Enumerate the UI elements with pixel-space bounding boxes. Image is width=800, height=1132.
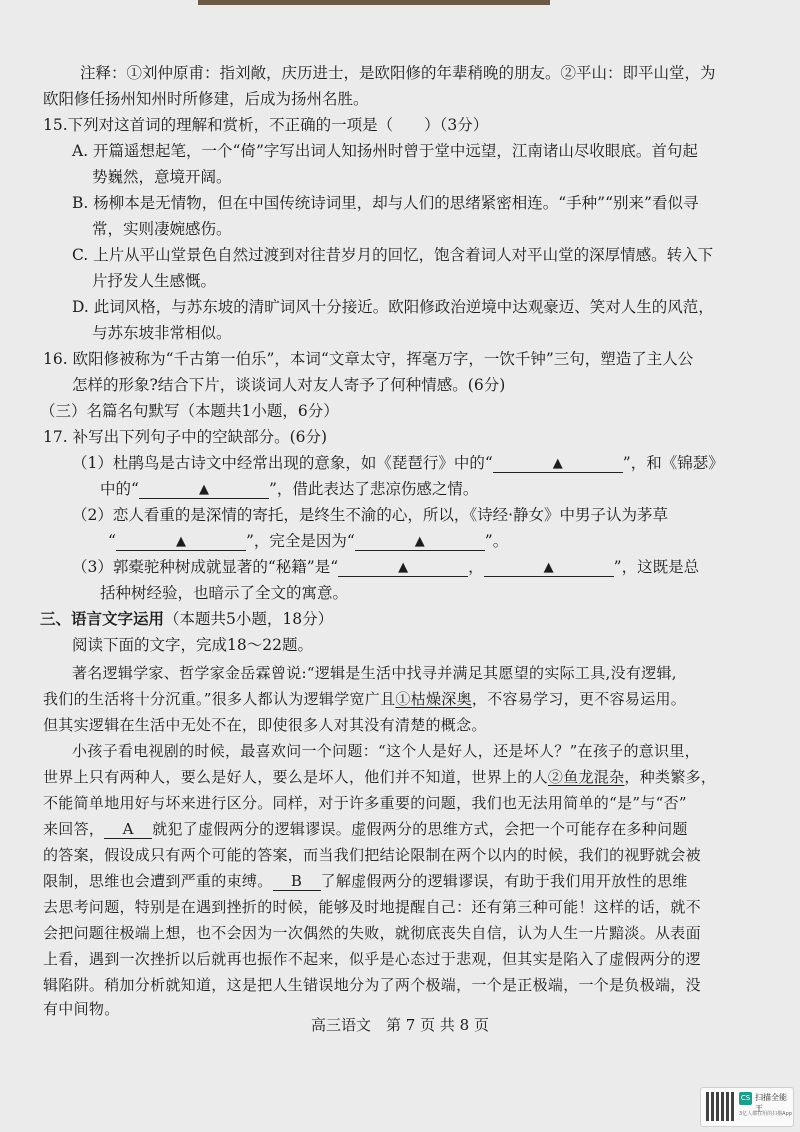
part-3-title: 三、语言文字运用 [40,609,165,628]
passage-line-8: 的答案，假设成只有两个可能的答案，而当我们把结论限制在两个以内的时候，我们的视野就会被 [43,846,701,864]
question-16-line-2: 怎样的形象?结合下片，谈谈词人对友人寄予了何种情感。(6分) [72,376,506,394]
question-15-stem: 15.下列对这首词的理解和赏析，不正确的一项是（ ）（3分） [43,116,489,134]
passage-line-9 [43,870,688,892]
question-16-line-1: 16. 欧阳修被称为“千古第一伯乐”，本词“文章太守，挥毫万字，一饮千钟”三句，塑造了主人公 [43,350,694,368]
q17-item-2-line-2 [108,530,508,552]
q17-item-1-text-b: ”，和《锦瑟》 [622,454,724,472]
answer-blank[interactable] [493,454,623,473]
q17-item-2-text-b: “ [108,532,116,550]
reading-instruction: 阅读下面的文字，完成18～22题。 [72,636,313,654]
q17-item-3-line-2: 括种树经验，也暗示了全文的寓意。 [100,584,349,602]
q17-item-3-line-1 [72,556,699,578]
q15-option-a-line-1: A. 开篇遥想起笔，一个“倚”字写出词人知扬州时曾于堂中远望，江南诸山尽收眼底。首句起 [72,142,698,160]
answer-blank[interactable] [355,532,485,551]
passage-text: 限制，思维也会遭到严重的束缚。 [43,872,273,890]
answer-blank[interactable] [139,480,269,499]
passage-text: ，种类繁多， [624,768,717,786]
question-17-stem: 17. 补写出下列句子中的空缺部分。(6分) [43,428,328,446]
q15-option-b-line-1: B. 杨柳本是无情物，但在中国传统诗词里，却与人们的思绪紧密相连。“手种”“别来”看似寻 [72,194,699,212]
camscanner-logo-icon: CS [739,1092,752,1105]
scanner-watermark [700,1087,794,1127]
answer-blank[interactable] [338,558,468,577]
q15-option-c-line-2: 片抒发人生感慨。 [92,272,217,290]
passage-line-7 [43,818,688,840]
blank-marker: ▲ [175,534,186,549]
passage-line-4: 小孩子看电视剧的时候，最喜欢问一个问题：“这个人是好人，还是坏人？”在孩子的意识里， [72,742,700,760]
blank-marker: ▲ [198,482,209,497]
passage-line-6: 不能简单地用好与坏来进行区分。同样，对于许多重要的问题，我们也无法用简单的“是”与“否” [43,794,687,812]
top-edge-bar [198,0,550,5]
q15-option-b-line-2: 常，实则凄婉感伤。 [92,220,232,238]
blank-marker: ▲ [552,456,563,471]
passage-line-13: 辑陷阱。稍加分析就知道，这是把人生错误地分为了两个极端，一个是正极端，一个是负极端，没 [43,976,701,994]
q15-option-d-line-1: D. 此词风格，与苏东坡的清旷词风十分接近。欧阳修政治逆境中达观豪迈、笑对人生的风范， [72,298,714,316]
passage-text: 我们的生活将十分沉重。”很多人都认为逻辑学宽广且 [43,690,396,708]
passage-line-11: 会把问题往极端上想，也不会因为一次偶然的失败，就彻底丧失自信，认为人生一片黯淡。从表面 [43,924,701,942]
section-3-heading: （三）名篇名句默写（本题共1小题，6分） [40,402,339,420]
q17-item-1-text-d: ”，借此表达了悲凉伤感之情。 [268,480,479,498]
q15-option-a-line-2: 势巍然，意境开阔。 [92,168,232,186]
q17-item-1-text-c: 中的“ [100,480,139,498]
annotation-line-2: 欧阳修任扬州知州时所修建，后成为扬州名胜。 [43,90,369,108]
blank-a[interactable]: A [104,820,152,839]
blank-marker: ▲ [543,560,554,575]
passage-line-5 [43,766,716,788]
blank-marker: ▲ [414,534,425,549]
passage-text: 来回答， [43,820,105,838]
passage-text: ，不容易学习，更不容易运用。 [471,690,687,708]
qr-code-icon [706,1092,735,1121]
passage-text: 世界上只有两种人，要么是好人，要么是坏人，他们并不知道，世界上的人 [43,768,548,786]
q17-item-1-line-1 [72,452,724,474]
page-footer: 高三语文 第 7 页 共 8 页 [311,1016,489,1034]
part-3-heading [40,608,333,630]
q15-option-d-line-2: 与苏东坡非常相似。 [92,324,232,342]
passage-line-3: 但其实逻辑在生活中无处不在，即使很多人对其没有清楚的概念。 [43,716,487,734]
passage-line-1: 著名逻辑学家、哲学家金岳霖曾说:“逻辑是生活中找寻并满足其愿望的实际工具,没有逻辑, [72,664,677,682]
underlined-phrase-2: ②鱼龙混杂 [547,768,625,786]
passage-text: 了解虚假两分的逻辑谬误，有助于我们用开放性的思维 [320,872,688,890]
scanner-tagline: 3亿人都在用的扫描App [739,1111,792,1117]
q17-item-2-text-d: ”。 [484,532,509,550]
underlined-phrase-1: ①枯燥深奥 [395,690,472,708]
q17-item-3-text-a: （3）郭橐驼种树成就显著的“秘籍”是“ [72,558,339,576]
passage-line-14: 有中间物。 [43,1000,120,1018]
answer-blank[interactable] [116,532,246,551]
q17-item-2-line-1: （2）恋人看重的是深情的寄托，是终生不渝的心，所以，《诗经·静女》中男子认为茅草 [72,506,669,524]
scanner-app-name: 扫描全能王 [755,1093,787,1113]
part-3-subtitle: （本题共5小题，18分） [164,610,334,628]
q17-item-2-text-c: ”，完全是因为“ [245,532,355,550]
blank-marker: ▲ [398,560,409,575]
passage-line-10: 去思考问题，特别是在遇到挫折的时候，能够及时地提醒自己：还有第三种可能！这样的话，就不 [43,898,701,916]
q17-item-1-line-2 [100,478,478,500]
q17-item-1-text-a: （1）杜鹃鸟是古诗文中经常出现的意象，如《琵琶行》中的“ [72,454,493,472]
answer-blank[interactable] [484,558,614,577]
q17-item-3-text-c: ”，这既是总 [613,558,700,576]
q15-option-c-line-1: C. 上片从平山堂景色自然过渡到对往昔岁月的回忆，饱含着词人对平山堂的深厚情感。转入下 [72,246,714,264]
passage-line-2 [43,688,686,710]
annotation-line-1: 注释：①刘仲原甫：指刘敞，庆历进士，是欧阳修的年辈稍晚的朋友。②平山：即平山堂，为 [80,64,716,82]
passage-line-12: 上看，遇到一次挫折以后就再也振作不起来，似乎是心态过于悲观，但其实是陷入了虚假两分的逻 [43,950,701,968]
q17-item-3-text-b: ， [468,558,484,576]
passage-text: 就犯了虚假两分的逻辑谬误。虚假两分的思维方式，会把一个可能存在多种问题 [152,820,688,838]
blank-b[interactable]: B [273,872,321,891]
